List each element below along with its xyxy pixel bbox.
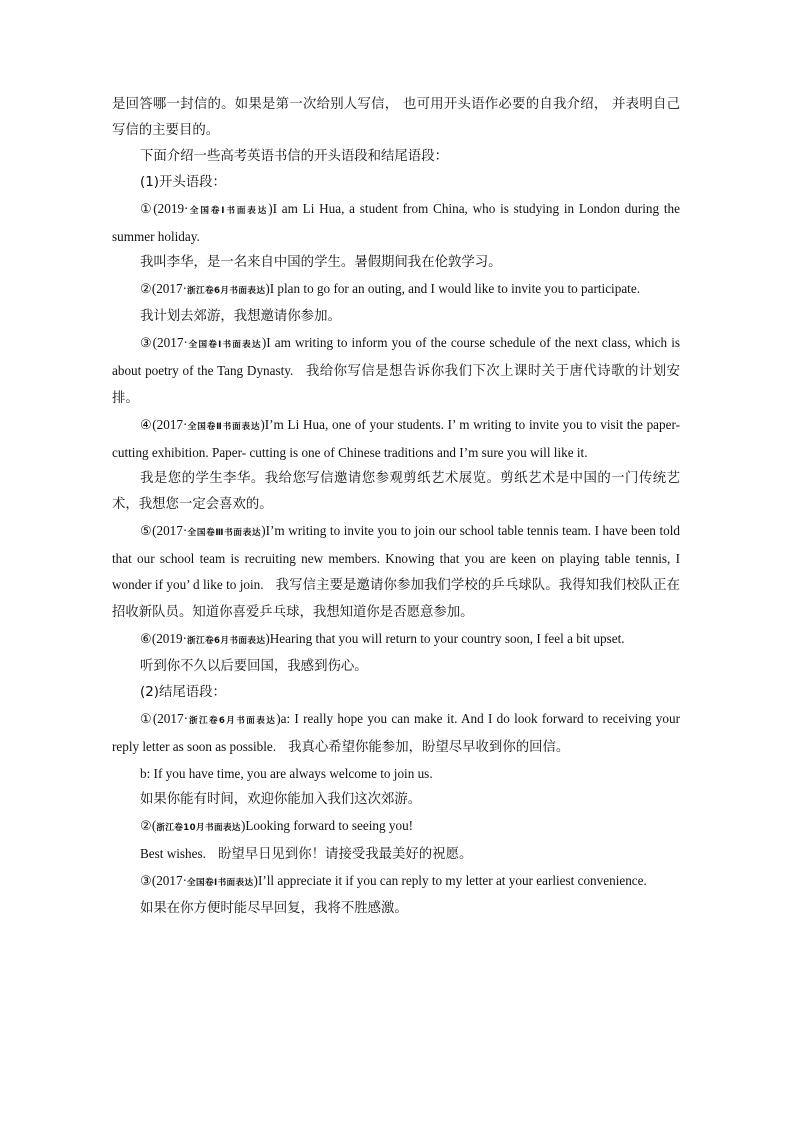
closing-item-1: ①(2017·浙江卷6月书面表达)a: I really hope you can make it. And I do look forward to receiving your reply letter as soon as possible. 我真心希望你能参加，盼望尽早收到你的回信。: [112, 711, 680, 755]
source-label: 浙江卷6月书面表达: [186, 636, 266, 646]
opening-item-5: ⑤(2017·全国卷Ⅲ书面表达)I’m writing to invite you to join our school table tennis team. I have been told that our school team is recruiting new members. Knowing that you are keen on playing table tennis, I wonder if you’ d like to join. 我写信主要是邀请你参加我们学校的乒乓球队。我得知我们校队正在招收新队员。知道你喜爱乒乓球，我想知道你是否愿意参加。: [112, 523, 680, 620]
intro-paragraph: 是回答哪一封信的。如果是第一次给别人写信， 也可用开头语作必要的自我介绍， 并表明自己写信的主要目的。: [112, 97, 680, 138]
intro-sentence: 下面介绍一些高考英语书信的开头语段和结尾语段：: [140, 149, 448, 164]
source-label: 全国卷Ⅲ书面表达: [187, 528, 262, 538]
opening-item-2-translation: 我计划去郊游，我想邀请你参加。: [140, 309, 341, 324]
opening-item-1-translation: 我叫李华，是一名来自中国的学生。暑假期间我在伦敦学习。: [140, 255, 502, 270]
closing-item-2-translation: 盼望早日见到你！请接受我最美好的祝愿。: [217, 847, 473, 862]
closing-item-1b: b: If you have time, you are always welcome to join us.: [140, 766, 433, 781]
opening-heading: (1)开头语段：: [140, 175, 226, 190]
closing-item-3: ③(2017·全国卷Ⅰ书面表达)I’ll appreciate it if you can reply to my letter at your earliest convenience.: [140, 873, 647, 888]
opening-item-3: ③(2017·全国卷Ⅰ书面表达)I am writing to inform you of the course schedule of the next class, which is about poetry of the Tang Dynasty. 我给你写信是想告诉你我们下次上课时关于唐代诗歌的计划安排。: [112, 335, 680, 406]
closing-item-1b-translation: 如果你能有时间，欢迎你能加入我们这次郊游。: [140, 792, 422, 807]
opening-item-4: ④(2017·全国卷Ⅱ书面表达)I’m Li Hua, one of your students. I’ m writing to invite you to visit the paper- cutting exhibition. Paper- cutting is one of Chinese traditions and I’m sure you will like it.: [112, 417, 680, 460]
source-label: 浙江卷6月书面表达: [186, 286, 266, 296]
document-page: [112, 92, 680, 922]
closing-item-2: ②(浙江卷10月书面表达)Looking forward to seeing you!: [140, 818, 414, 833]
closing-item-3-translation: 如果在你方便时能尽早回复，我将不胜感激。: [140, 901, 408, 916]
source-label: 浙江卷6月书面表达: [187, 716, 277, 726]
source-label: 全国卷Ⅰ书面表达: [186, 878, 254, 888]
source-label: 全国卷Ⅱ书面表达: [187, 422, 261, 432]
opening-item-4-translation: 我是您的学生李华。我给您写信邀请您参观剪纸艺术展览。剪纸艺术是中国的一门传统艺术，我想您一定会喜欢的。: [112, 471, 680, 512]
opening-item-2: ②(2017·浙江卷6月书面表达)I plan to go for an outing, and I would like to invite you to participate.: [140, 281, 640, 296]
closing-item-1-translation: 我真心希望你能参加，盼望尽早收到你的回信。: [288, 740, 570, 755]
source-label: 全国卷Ⅰ书面表达: [187, 340, 262, 350]
opening-item-3-translation: 我给你写信是想告诉你我们下次上课时关于唐代诗歌的计划安排。: [112, 364, 680, 406]
closing-item-2b: Best wishes. 盼望早日见到你！请接受我最美好的祝愿。: [140, 846, 473, 862]
opening-item-6: ⑥(2019·浙江卷6月书面表达)Hearing that you will return to your country soon, I feel a bit upset.: [140, 631, 625, 646]
source-label: 浙江卷10月书面表达: [156, 823, 241, 833]
opening-item-6-translation: 听到你不久以后要回国，我感到伤心。: [140, 659, 368, 674]
opening-item-5-translation: 我写信主要是邀请你参加我们学校的乒乓球队。我得知我们校队正在招收新队员。知道你喜爱乒乓球，我想知道你是否愿意参加。: [112, 578, 680, 620]
source-label: 全国卷Ⅰ书面表达: [188, 206, 269, 216]
closing-heading: (2)结尾语段：: [140, 685, 226, 700]
opening-item-1: ①(2019·全国卷Ⅰ书面表达)I am Li Hua, a student from China, who is studying in London during the summer holiday.: [112, 201, 680, 244]
